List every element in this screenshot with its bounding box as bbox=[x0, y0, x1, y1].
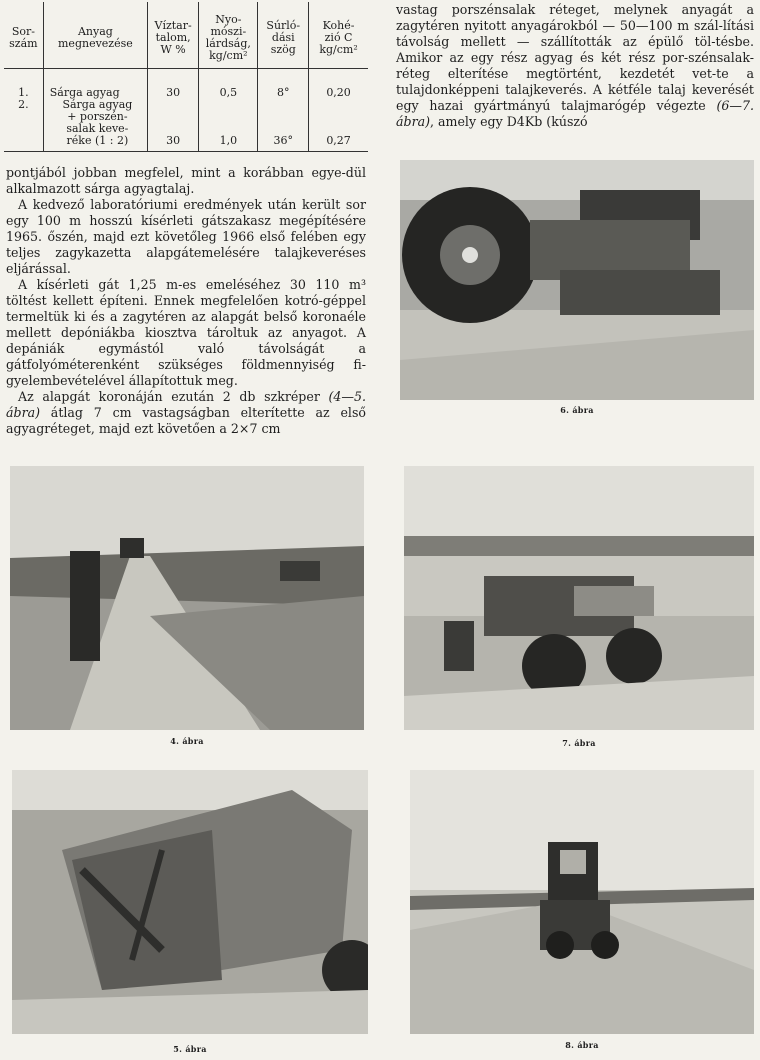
left-text-column bbox=[6, 165, 366, 437]
row1-cohesion: 0,20 bbox=[309, 69, 368, 100]
paragraph-text: átlag 7 cm vastagságban elterítette az első agyagréteget, majd ezt követően a 2×7 cm bbox=[6, 405, 366, 436]
row2-no: 2. bbox=[18, 98, 29, 111]
figure-caption: 8. ábra bbox=[565, 1040, 599, 1050]
row2-name: Sárga agyag + porszén- salak keve- réke (1 : 2) bbox=[43, 99, 147, 152]
scraper-on-dam-photo bbox=[10, 466, 364, 730]
figure-reference: (4—5. ábra) bbox=[6, 389, 366, 420]
paragraph: pontjából jobban megfelel, mint a korábban egye-dül alkalmazott sárga agyagtalaj. bbox=[6, 165, 366, 196]
col-header-no: Sor- szám bbox=[4, 2, 43, 69]
soil-properties-table bbox=[4, 2, 368, 152]
paragraph bbox=[6, 389, 366, 437]
col-header-material: Anyag megnevezése bbox=[43, 2, 147, 69]
figure-reference: (6—7. ábra) bbox=[396, 98, 754, 129]
table-row bbox=[4, 99, 368, 152]
table-header-row bbox=[4, 2, 368, 69]
tractor-with-workers-photo bbox=[404, 466, 754, 730]
figure-caption: 4. ábra bbox=[170, 736, 204, 746]
row2-friction: 36° bbox=[258, 99, 309, 152]
row1-no: 1. bbox=[18, 86, 29, 99]
row1-water: 30 bbox=[148, 69, 199, 100]
soil-milling-tractor-photo bbox=[400, 160, 754, 400]
paragraph bbox=[396, 2, 754, 130]
row2-cohesion: 0,27 bbox=[309, 99, 368, 152]
row2-water: 30 bbox=[148, 99, 199, 152]
col-header-friction: Súrló- dási szög bbox=[258, 2, 309, 69]
paragraph-text: , amely egy D4Kb (kúszó bbox=[430, 114, 588, 129]
paragraph: A kedvező laboratóriumi eredmények után került sor egy 100 m hosszú kísérleti gátszakasz megépítésére 1965. őszén, majd ezt követőleg 1966 első felében egy teljes zagykazetta alapgátemelésére talajkeveréses eljárással. bbox=[6, 197, 366, 276]
row1-name: Sárga agyag bbox=[43, 69, 147, 100]
col-header-strength: Nyo- mószi- lárdság, kg/cm² bbox=[199, 2, 258, 69]
paragraph: A kísérleti gát 1,25 m-es emeléséhez 30 110 m³ töltést kellett építeni. Ennek megfelelően kotró-géppel termeltük ki és a zagytéren az alapgát belső koronaéle mellett depóniákba kiosztva tároltuk az anyagot. A depániák egymástól való távolságát a gátfolyóméterenként szükséges földmennyiség fi-gyelembevételével állapítottuk meg. bbox=[6, 277, 366, 388]
figure-caption: 7. ábra bbox=[562, 738, 596, 748]
scraper-closeup-photo bbox=[12, 770, 368, 1034]
row1-strength: 0,5 bbox=[199, 69, 258, 100]
row2-strength: 1,0 bbox=[199, 99, 258, 152]
col-header-cohesion: Kohé- zió C kg/cm² bbox=[309, 2, 368, 69]
col-header-water: Víztar- talom, W % bbox=[148, 2, 199, 69]
paragraph-text: vastag porszénsalak réteget, melynek anyagát a zagytéren nyitott anyagárokból — 50—100 m szál-lítási távolság mellett — szállították az épülő töl-tésbe. Amikor az egy rész agyag és két rész por-szénsalak-réteg elterítése megtörtént, kezdetét vet-te a tulajdonképpeni talajkeverés. A kétféle talaj keverését egy hazai gyártmányú talajmarógép végezte bbox=[396, 2, 754, 113]
grader-on-embankment-photo bbox=[410, 770, 754, 1034]
figure-caption: 6. ábra bbox=[560, 405, 594, 415]
right-text-column bbox=[396, 2, 754, 130]
table-row bbox=[4, 69, 368, 100]
row1-friction: 8° bbox=[258, 69, 309, 100]
figure-caption: 5. ábra bbox=[173, 1044, 207, 1054]
paragraph-text: Az alapgát koronáján ezután 2 db szkréper bbox=[18, 389, 329, 404]
